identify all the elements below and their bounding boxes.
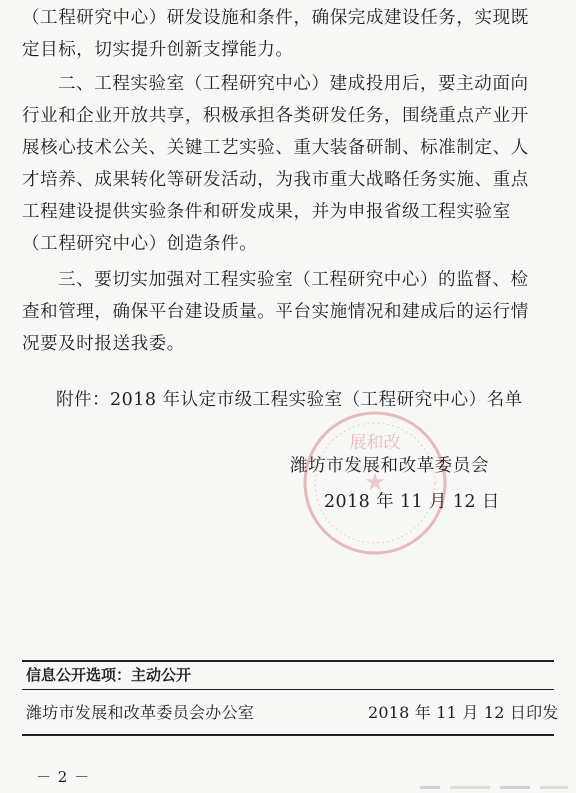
- paragraph-continuation: [22, 2, 550, 66]
- text-line: （工程研究中心）研发设施和条件，确保完成建设任务，实现既: [22, 8, 529, 28]
- svg-text:★: ★: [364, 468, 386, 496]
- footer-rule-top: [22, 660, 554, 662]
- text-line: 查和管理，确保平台建设质量。平台实施情况和建成后的运行情: [22, 302, 529, 322]
- text-line: 行业和企业开放共享，积极承担各类研发任务，围绕重点产业开: [22, 106, 529, 126]
- issuing-organization: 潍坊市发展和改革委员会: [290, 456, 490, 476]
- text-line: 展核心技术公关、关键工艺实验、重大装备研制、标准制定、人: [22, 138, 529, 158]
- issuing-office: 潍坊市发展和改革委员会办公室: [26, 703, 255, 722]
- footer-rule-bottom: [22, 734, 554, 736]
- seal-text: 展和改: [349, 433, 401, 453]
- text-line: （工程研究中心）创造条件。: [22, 234, 258, 254]
- paragraph-item-two: [22, 68, 550, 260]
- text-line: 况要及时报送我委。: [22, 334, 185, 354]
- text-line: 二、工程实验室（工程研究中心）建成投用后，要主动面向: [58, 74, 529, 94]
- official-seal: [300, 408, 450, 558]
- disclosure-option: 信息公开选项：主动公开: [26, 666, 192, 684]
- signature-date: 2018 年 11 月 12 日: [324, 492, 500, 512]
- bleed-through-marks: [420, 786, 570, 790]
- text-line: 才培养、成果转化等研发活动，为我市重大战略任务实施、重点: [22, 170, 529, 190]
- text-line: 工程建设提供实验条件和研发成果，并为申报省级工程实验室: [22, 202, 511, 222]
- paragraph-item-three: [22, 264, 550, 360]
- page-number: － 2 －: [36, 768, 91, 786]
- attachment-note: 附件：2018 年认定市级工程实验室（工程研究中心）名单: [56, 390, 523, 410]
- issue-date: 2018 年 11 月 12 日印发: [368, 703, 559, 722]
- text-line: 三、要切实加强对工程实验室（工程研究中心）的监督、检: [58, 270, 529, 290]
- footer-rule-middle: [22, 689, 554, 690]
- text-line: 定目标，切实提升创新支撑能力。: [22, 40, 294, 60]
